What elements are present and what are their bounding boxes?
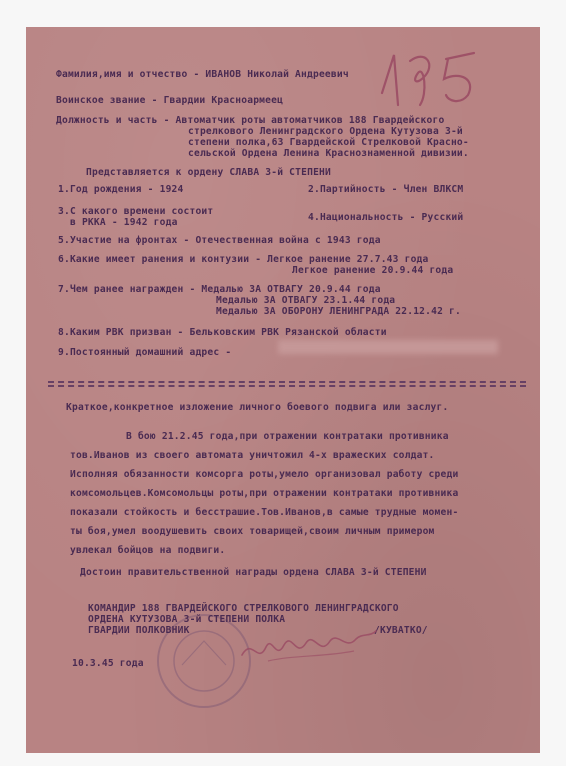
field-rank: Воинское звание - Гвардии Красноармеец [56, 95, 284, 106]
field-party: 2.Партийность - Член ВЛКСМ [308, 184, 464, 195]
redacted-address [278, 340, 498, 354]
document-date: 10.3.45 года [72, 658, 144, 669]
field-service-since-value: в РККА - 1942 года [70, 217, 178, 228]
summary-paragraph-line: В бою 21.2.45 года,при отражении контратаки противника [126, 431, 449, 442]
field-previous-awards-line: Медалью ЗА ОТВАГУ 23.1.44 года [216, 295, 396, 306]
field-conscription-office: 8.Каким РВК призван - Бельковским РВК Рязанской области [58, 327, 387, 338]
summary-heading: Краткое,конкретное изложение личного боевого подвига или заслуг. [66, 402, 449, 413]
dashed-divider [48, 381, 526, 383]
field-position-line: стрелкового Ленинградского Ордена Кутузова 3-й [188, 126, 463, 137]
commander-rank: ГВАРДИИ ПОЛКОВНИК [88, 625, 190, 636]
summary-paragraph-line: увлекал бойцов на подвиги. [70, 545, 226, 556]
field-home-address: 9.Постоянный домашний адрес - [58, 347, 232, 358]
award-heading: Представляется к ордену СЛАВА 3-й СТЕПЕНИ [86, 167, 332, 178]
field-nationality: 4.Национальность - Русский [308, 212, 464, 223]
commander-name: /КУВАТКО/ [374, 625, 428, 636]
field-service-since: 3.С какого времени состоит [58, 206, 214, 217]
archive-number-handwritten [364, 43, 494, 111]
summary-paragraph-line: ты боя,умел воодушевить своих товарищей,своим личным примером [70, 526, 435, 537]
commander-title: КОМАНДИР 188 ГВАРДЕЙСКОГО СТРЕЛКОВОГО ЛЕНИНГРАДСКОГО [88, 603, 399, 614]
summary-paragraph-line: комсомольцев.Комсомольцы роты,при отражении контратаки противника [70, 488, 459, 499]
summary-paragraph-line: показали стойкость и бесстрашие.Тов.Иванов,в самые трудные момен- [70, 507, 459, 518]
field-wounds: 6.Какие имеет ранения и контузии - Легкое ранение 27.7.43 года [58, 254, 429, 265]
field-fronts: 5.Участие на фронтах - Отечественная война с 1943 года [58, 235, 381, 246]
commander-title-line: ОРДЕНА КУТУЗОВА 3-й СТЕПЕНИ ПОЛКА [88, 614, 286, 625]
summary-paragraph-line: тов.Иванов из своего автомата уничтожил 4-х вражеских солдат. [70, 450, 435, 461]
award-recommendation: Достоин правительственной награды ордена СЛАВА 3-й СТЕПЕНИ [80, 567, 427, 578]
field-position-line: сельской Ордена Ленина Краснознаменной дивизии. [188, 148, 469, 159]
field-position: Должность и часть - Автоматчик роты автоматчиков 188 Гвардейского [56, 115, 445, 126]
field-birth-year: 1.Год рождения - 1924 [58, 184, 184, 195]
summary-paragraph-line: Исполняя обязанности комсорга роты,умело организовал работу среди [70, 469, 459, 480]
field-previous-awards: 7.Чем ранее награжден - Медалью ЗА ОТВАГУ 20.9.44 года [58, 284, 381, 295]
document-page [26, 27, 540, 753]
field-wounds-line: Легкое ранение 20.9.44 года [292, 265, 454, 276]
field-name: Фамилия,имя и отчество - ИВАНОВ Николай Андреевич [56, 69, 349, 80]
commander-signature [234, 617, 384, 677]
field-position-line: степени полка,63 Гвардейской Стрелковой Красно- [188, 137, 469, 148]
dashed-divider [48, 385, 526, 387]
field-previous-awards-line: Медалью ЗА ОБОРОНУ ЛЕНИНГРАДА 22.12.42 г. [216, 306, 462, 317]
